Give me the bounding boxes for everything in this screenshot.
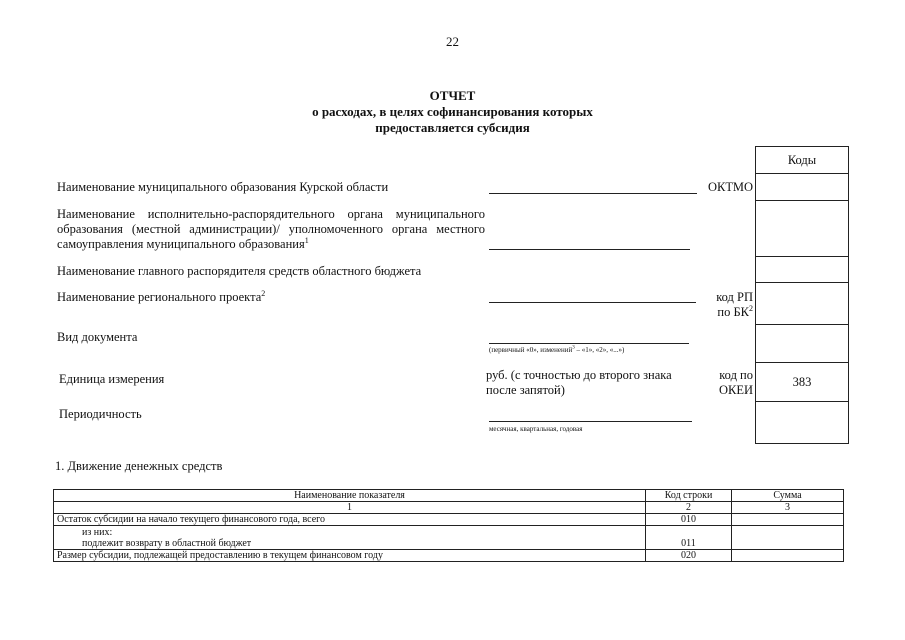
- unit-label: Единица измерения: [59, 372, 165, 386]
- row-code: 010: [646, 514, 732, 526]
- col-number-1: 1: [54, 502, 646, 514]
- periodicity-code-cell[interactable]: [756, 402, 849, 444]
- rp-label-1: код РП: [716, 290, 753, 304]
- rp-code-cell[interactable]: [756, 283, 849, 325]
- executive-body-code-cell[interactable]: [756, 201, 849, 257]
- okei-label-1: код по: [719, 368, 753, 382]
- header-sum: Сумма: [732, 490, 844, 502]
- header-indicator: Наименование показателя: [54, 490, 646, 502]
- executive-body-label-3: самоуправления муниципального образования$^1$: [57, 235, 309, 251]
- periodicity-line[interactable]: [489, 421, 692, 422]
- doc-type-label: Вид документа: [57, 330, 138, 344]
- doc-type-hint: (первичный «0», изменений$^3$ – «1», «2», «...»): [489, 345, 625, 354]
- municipality-line[interactable]: [489, 193, 697, 194]
- unit-value-1: руб. (с точностью до второго знака: [486, 368, 672, 382]
- header-line-code: Код строки: [646, 490, 732, 502]
- col-number-2: 2: [646, 502, 732, 514]
- cash-flow-table: [53, 489, 844, 562]
- main-manager-code-cell[interactable]: [756, 257, 849, 283]
- codes-table: [755, 146, 849, 444]
- okei-code-cell[interactable]: 383: [756, 363, 849, 402]
- regional-project-label: Наименование регионального проекта$^2$: [57, 288, 266, 304]
- row-name: Остаток субсидии на начало текущего финансового года, всего: [54, 514, 646, 526]
- row-code: 020: [646, 550, 732, 562]
- row-sum[interactable]: [732, 550, 844, 562]
- col-number-3: 3: [732, 502, 844, 514]
- oktmo-cell[interactable]: [756, 174, 849, 201]
- row-code: 011: [646, 526, 732, 550]
- report-subtitle-1: о расходах, в целях софинансирования которых: [312, 104, 593, 119]
- oktmo-label: ОКТМО: [708, 180, 753, 194]
- table-row: [54, 526, 844, 550]
- rp-label-2: по $БК^2$: [717, 303, 753, 319]
- row-name: из них: подлежит возврату в областной бюджет: [54, 526, 646, 550]
- unit-value-2: после запятой): [486, 383, 565, 397]
- report-subtitle-2: предоставляется субсидия: [375, 120, 530, 135]
- row-sum[interactable]: [732, 514, 844, 526]
- row-sum[interactable]: [732, 526, 844, 550]
- periodicity-label: Периодичность: [59, 407, 142, 421]
- municipality-label: Наименование муниципального образования Курской области: [57, 180, 389, 194]
- executive-body-label-1: Наименование исполнительно-распорядительного органа муниципального: [57, 207, 485, 221]
- row-name: Размер субсидии, подлежащей предоставлению в текущем финансовом году: [54, 550, 646, 562]
- page-number: 22: [446, 34, 459, 49]
- table-row: [54, 550, 844, 562]
- okei-label-2: ОКЕИ: [718, 383, 753, 397]
- regional-project-line[interactable]: [489, 302, 696, 303]
- executive-body-line[interactable]: [489, 249, 690, 250]
- report-title: ОТЧЕТ: [429, 88, 476, 103]
- periodicity-hint: месячная, квартальная, годовая: [489, 425, 583, 433]
- table-row: [54, 514, 844, 526]
- executive-body-label-2: образования (местной администрации)/ уполномоченного органа местного: [57, 222, 485, 236]
- main-manager-label: Наименование главного распорядителя средств областного бюджета: [57, 264, 422, 278]
- doc-type-code-cell[interactable]: [756, 325, 849, 363]
- codes-header: Коды: [756, 147, 849, 174]
- section-1-title: 1. Движение денежных средств: [55, 459, 223, 473]
- doc-type-line[interactable]: [489, 343, 689, 344]
